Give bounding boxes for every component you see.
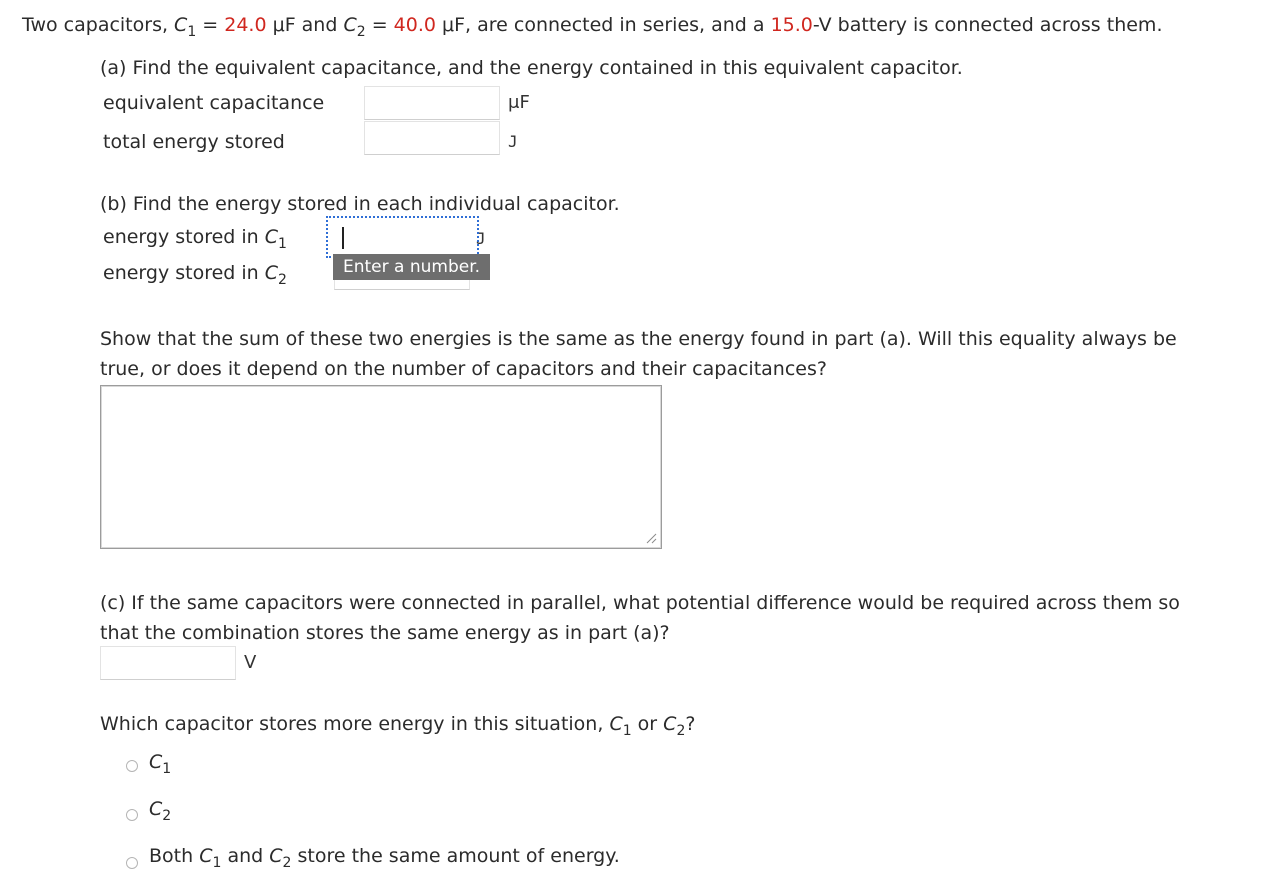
option-both-text: Both (149, 845, 200, 867)
c2-symbol: C (269, 845, 283, 867)
question-text: Which capacitor stores more energy in this situation, (100, 713, 610, 735)
equals-sign: = (365, 14, 394, 36)
option-c1-label[interactable] (149, 749, 171, 777)
part-c-prompt-line2: that the combination stores the same energy as in part (a)? (100, 622, 670, 644)
show-prompt-line2: true, or does it depend on the number of capacitors and their capacitances? (100, 358, 827, 380)
essay-textarea[interactable] (100, 385, 662, 549)
potential-difference-unit: V (244, 652, 257, 673)
option-both-and: and (221, 845, 270, 867)
part-b-prompt: (b) Find the energy stored in each individual capacitor. (100, 193, 620, 215)
energy-c1-input[interactable] (326, 216, 479, 258)
radio-option-both[interactable] (126, 857, 138, 869)
radio-option-c2[interactable] (126, 809, 138, 821)
c2-subscript: 2 (356, 24, 366, 40)
energy-c1-label-text: energy stored in (103, 226, 265, 248)
c2-subscript: 2 (162, 808, 172, 824)
which-capacitor-question (100, 711, 695, 739)
c1-symbol: C (609, 713, 623, 735)
c1-subscript: 1 (162, 761, 172, 777)
c1-subscript: 1 (187, 24, 197, 40)
show-prompt-line1: Show that the sum of these two energies is the same as the energy found in part (a). Will this equality always be (100, 328, 1177, 350)
c1-symbol: C (149, 751, 163, 773)
part-c-prompt-line1: (c) If the same capacitors were connected in parallel, what potential difference would be required across them so (100, 592, 1180, 614)
potential-difference-input[interactable] (100, 646, 236, 680)
c2-symbol: C (663, 713, 677, 735)
energy-c1-unit: J (476, 229, 486, 248)
question-or: or (631, 713, 664, 735)
energy-c2-label-text: energy stored in (103, 262, 265, 284)
battery-voltage: 15.0 (770, 14, 813, 36)
text-caret (342, 227, 344, 249)
problem-statement (22, 12, 1162, 40)
radio-option-c1[interactable] (126, 760, 138, 772)
c2-subscript: 2 (278, 272, 287, 288)
tooltip: Enter a number. (333, 254, 490, 280)
total-energy-label: total energy stored (103, 131, 285, 153)
equivalent-capacitance-input[interactable] (364, 86, 500, 120)
c1-subscript: 1 (622, 723, 632, 739)
c2-symbol: C (343, 14, 357, 36)
c1-value: 24.0 (224, 14, 267, 36)
c1-symbol: C (264, 226, 279, 248)
option-c2-label[interactable] (149, 796, 171, 824)
c2-value: 40.0 (393, 14, 436, 36)
c1-symbol: C (199, 845, 213, 867)
c2-subscript: 2 (676, 723, 686, 739)
problem-end: -V battery is connected across them. (812, 14, 1163, 36)
resize-grip-icon[interactable] (645, 532, 657, 544)
c2-symbol: C (149, 798, 163, 820)
equivalent-capacitance-label: equivalent capacitance (103, 92, 325, 114)
part-a-prompt: (a) Find the equivalent capacitance, and the energy contained in this equivalent capacitor. (100, 57, 963, 79)
equivalent-capacitance-unit: μF (508, 92, 530, 113)
total-energy-unit: J (508, 132, 518, 151)
c2-subscript: 2 (282, 855, 292, 871)
question-mark: ? (685, 713, 696, 735)
c1-subscript: 1 (278, 236, 287, 252)
equals-sign: = (196, 14, 225, 36)
option-both-end: store the same amount of energy. (291, 845, 620, 867)
energy-c2-label (103, 260, 287, 288)
problem-intro: Two capacitors, (22, 14, 175, 36)
energy-c1-label (103, 224, 287, 252)
option-both-label[interactable] (149, 843, 620, 871)
c1-unit: μF and (266, 14, 344, 36)
c2-symbol: C (264, 262, 279, 284)
c2-unit: μF, are connected in series, and a (435, 14, 771, 36)
c1-symbol: C (174, 14, 188, 36)
c1-subscript: 1 (212, 855, 222, 871)
total-energy-input[interactable] (364, 121, 500, 155)
